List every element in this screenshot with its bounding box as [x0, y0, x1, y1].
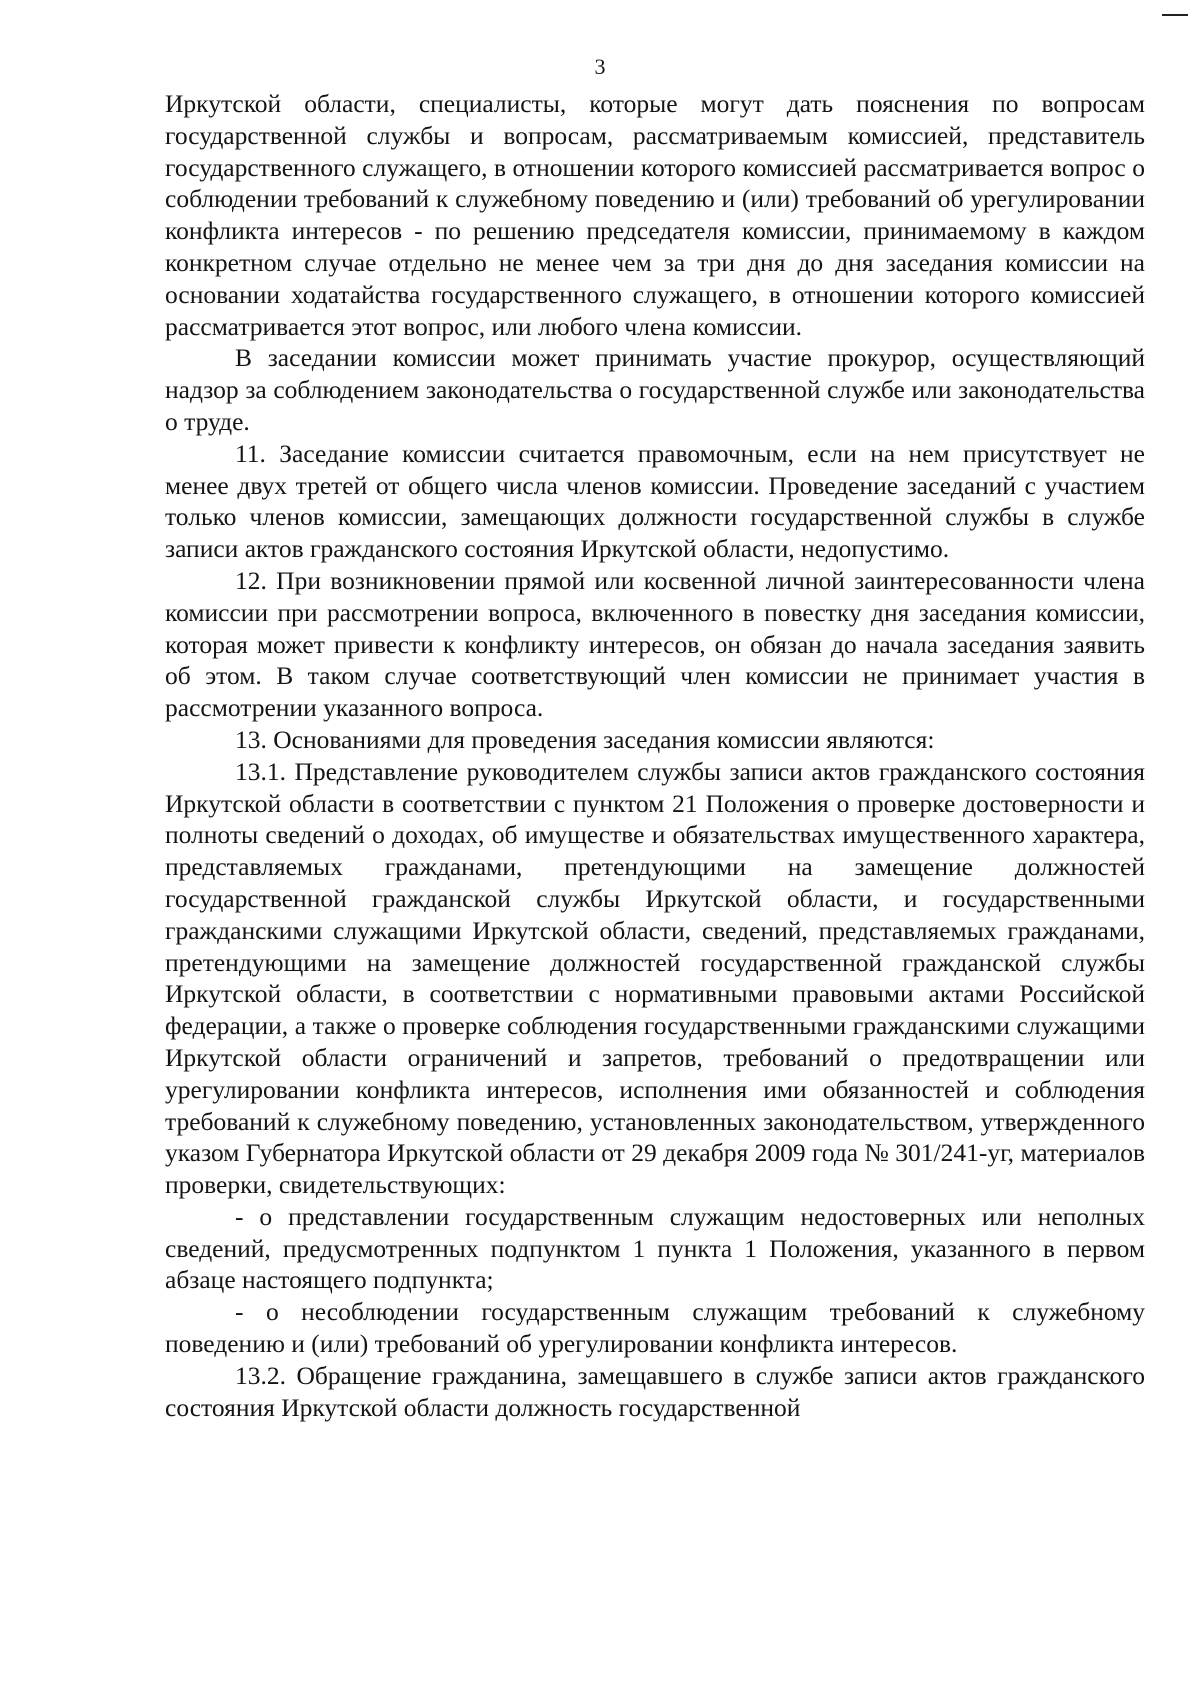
paragraph-item-11: 11. Заседание комиссии считается правомочным, если на нем присутствует не менее двух третей от общего числа членов комиссии. Проведение заседаний с участием только членов комиссии, замещающих должности государственной службы в службе записи актов гражданского состояния Иркутской области, недопустимо.: [165, 438, 1145, 564]
paragraph-item-13-1: 13.1. Представление руководителем службы записи актов гражданского состояния Иркутской области в соответствии с пунктом 21 Положения о проверке достоверности и полноты сведений о доходах, об имуществе и обязательствах имущественного характера, представляемых гражданами, претендующими на замещение должностей государственной гражданской службы Иркутской области, и государственными гражданскими служащими Иркутской области, сведений, представляемых гражданами, претендующими на замещение должностей государственной гражданской службы Иркутской области, в соответствии с нормативными правовыми актами Российской федерации, а также о проверке соблюдения государственными гражданскими служащими Иркутской области ограничений и запретов, требований о предотвращении или урегулировании конфликта интересов, исполнения ими обязанностей и соблюдения требований к служебному поведению, установленных законодательством, утвержденного указом Губернатора Иркутской области от 29 декабря 2009 года № 301/241-уг, материалов проверки, свидетельствующих:: [165, 756, 1145, 1200]
paragraph-prosecutor: В заседании комиссии может принимать участие прокурор, осуществляющий надзор за соблюдением законодательства о государственной службе или законодательства о труде.: [165, 343, 1145, 436]
paragraph-continuation: Иркутской области, специалисты, которые могут дать пояснения по вопросам государственной службы и вопросам, рассматриваемым комиссией, представитель государственного служащего, в отношении которого комиссией рассматривается вопрос о соблюдении требований к служебному поведению и (или) требований об урегулировании конфликта интересов - по решению председателя комиссии, принимаемому в каждом конкретном случае отдельно не менее чем за три дня до дня заседания комиссии на основании ходатайства государственного служащего, в отношении которого комиссией рассматривается этот вопрос, или любого члена комиссии.: [165, 89, 1145, 341]
paragraph-item-12: 12. При возникновении прямой или косвенной личной заинтересованности члена комиссии при рассмотрении вопроса, включенного в повестку дня заседания комиссии, которая может привести к конфликту интересов, он обязан до начала заседания заявить об этом. В таком случае соответствующий член комиссии не принимает участия в рассмотрении указанного вопроса.: [165, 565, 1145, 723]
paragraph-item-13-1-a: - о представлении государственным служащим недостоверных или неполных сведений, предусмотренных подпунктом 1 пункта 1 Положения, указанного в первом абзаце настоящего подпункта;: [165, 1201, 1145, 1295]
paragraph-item-13-2: 13.2. Обращение гражданина, замещавшего в службе записи актов гражданского состояния Иркутской области должность государственной: [165, 1360, 1145, 1422]
paragraph-item-13: 13. Основаниями для проведения заседания комиссии являются:: [235, 724, 935, 754]
paragraph-item-13-1-b: - о несоблюдении государственным служащим требований к служебному поведению и (или) требований об урегулировании конфликта интересов.: [165, 1297, 1145, 1359]
corner-dash-mark: [1162, 14, 1188, 16]
document-body: [165, 88, 1145, 1423]
page-number: 3: [594, 54, 606, 79]
